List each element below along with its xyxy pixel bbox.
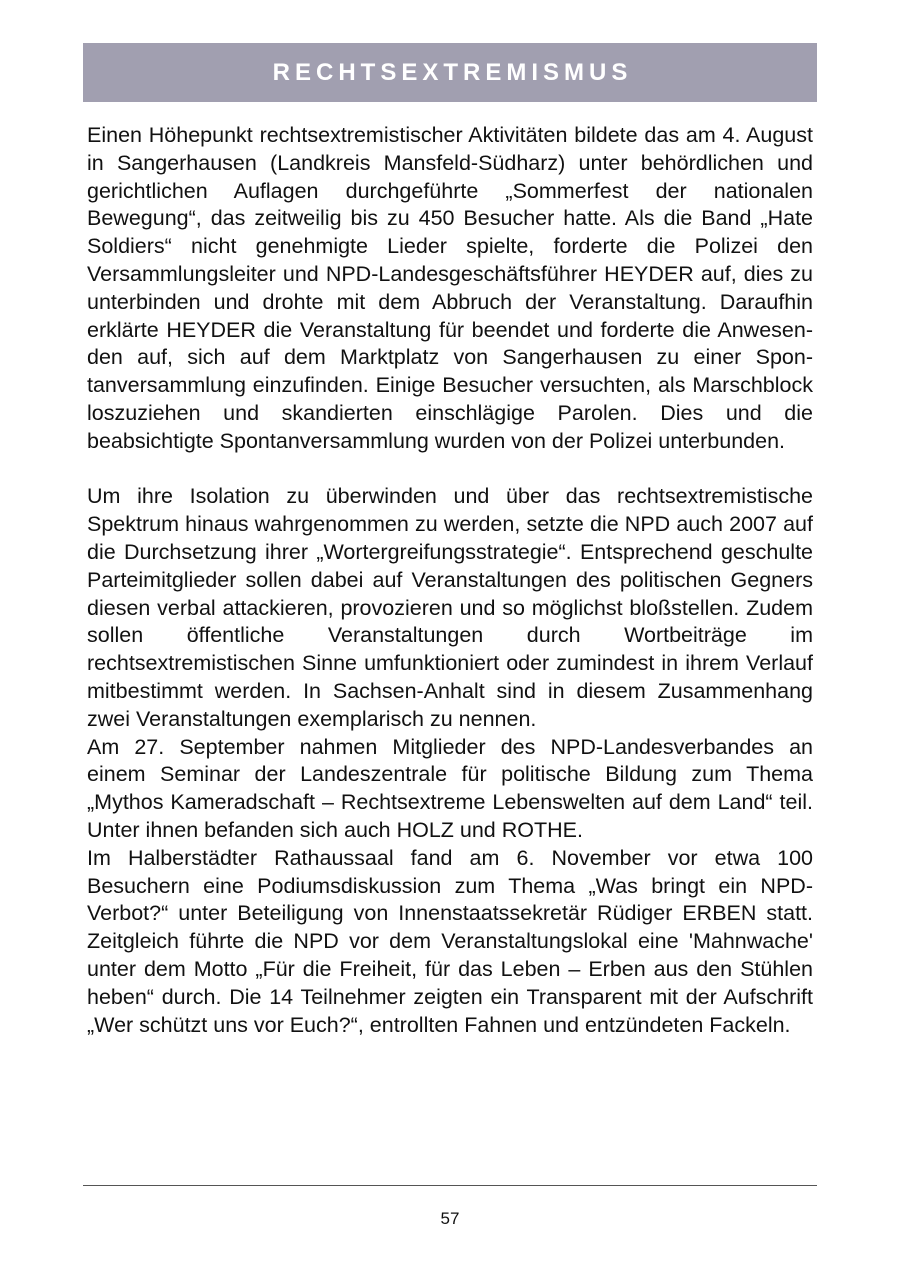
paragraph-spacer xyxy=(87,456,813,484)
page-number: 57 xyxy=(440,1209,460,1228)
paragraph-halberstadt: Im Halberstädter Rathaussaal fand am 6. November vor etwa 100 Besuchern eine Podiumsdiskussion zum Thema „Was bringt ein NPD-Verbot?“ unter Beteiligung von Innenstaatssekretär Rüdiger ERBEN statt. Zeitgleich führte die NPD vor dem Veranstaltungslokal eine 'Mahnwache' unter dem Motto „Für die Freiheit, für das Leben – Erben aus den Stühlen heben“ durch. Die 14 Teilnehmer zeigten ein Transparent mit der Aufschrift „Wer schützt uns vor Euch?“, entrollten Fahnen und entzündeten Fackeln. xyxy=(87,845,813,1037)
paragraph-wortergreifung: Um ihre Isolation zu überwinden und über das rechtsextremistische Spektrum hinaus wahrgenommen zu werden, setzte die NPD auch 2007 auf die Durchsetzung ihrer „Wortergreifungsstrategie“. Entsprechend geschulte Parteimitglieder sollen dabei auf Veranstaltungen des politischen Gegners diesen verbal attackieren, provozieren und so möglichst bloßstellen. Zudem sollen öffentliche Veranstaltungen durch Wortbeiträge im rechtsextremistischen Sinne umfunktioniert oder zumindest in ihrem Verlauf mitbestimmt werden. In Sachsen-Anhalt sind in diesem Zusammenhang zwei Veranstaltungen exemplarisch zu nennen. xyxy=(87,484,813,731)
footer-divider xyxy=(83,1185,817,1186)
section-header-bar xyxy=(83,43,817,102)
paragraph-sommerfest: Einen Höhepunkt rechtsextremistischer Aktivitäten bildete das am 4. August in Sangerhausen (Landkreis Mansfeld-Südharz) unter behördlichen und gerichtlichen Auflagen durchgeführte „Sommerfest der nationalen Bewegung“, das zeitweilig bis zu 450 Besucher hatte. Als die Band „Hate Soldiers“ nicht genehmigte Lieder spielte, forderte die Polizei den Versammlungsleiter und NPD-Landesgeschäftsführer HEYDER auf, dies zu unterbinden und drohte mit dem Abbruch der Veranstaltung. Daraufhin erklärte HEYDER die Veranstaltung für beendet und forderte die Anwesenden auf, sich auf dem Marktplatz von Sangerhausen zu einer Spontanversammlung einzufinden. Einige Besucher versuchten, als Marschblock loszuziehen und skandierten einschlägige Parolen. Dies und die beabsichtigte Spontanversammlung wurden von der Polizei unterbunden. xyxy=(87,123,813,453)
paragraph-seminar: Am 27. September nahmen Mitglieder des NPD-Landesverbandes an einem Seminar der Landeszentrale für politische Bildung zum Thema „Mythos Kameradschaft – Rechtsextreme Lebenswelten auf dem Land“ teil. Unter ihnen befanden sich auch HOLZ und ROTHE. xyxy=(87,734,813,842)
body-text xyxy=(87,122,813,1039)
section-title: RECHTSEXTREMISMUS xyxy=(272,58,633,86)
